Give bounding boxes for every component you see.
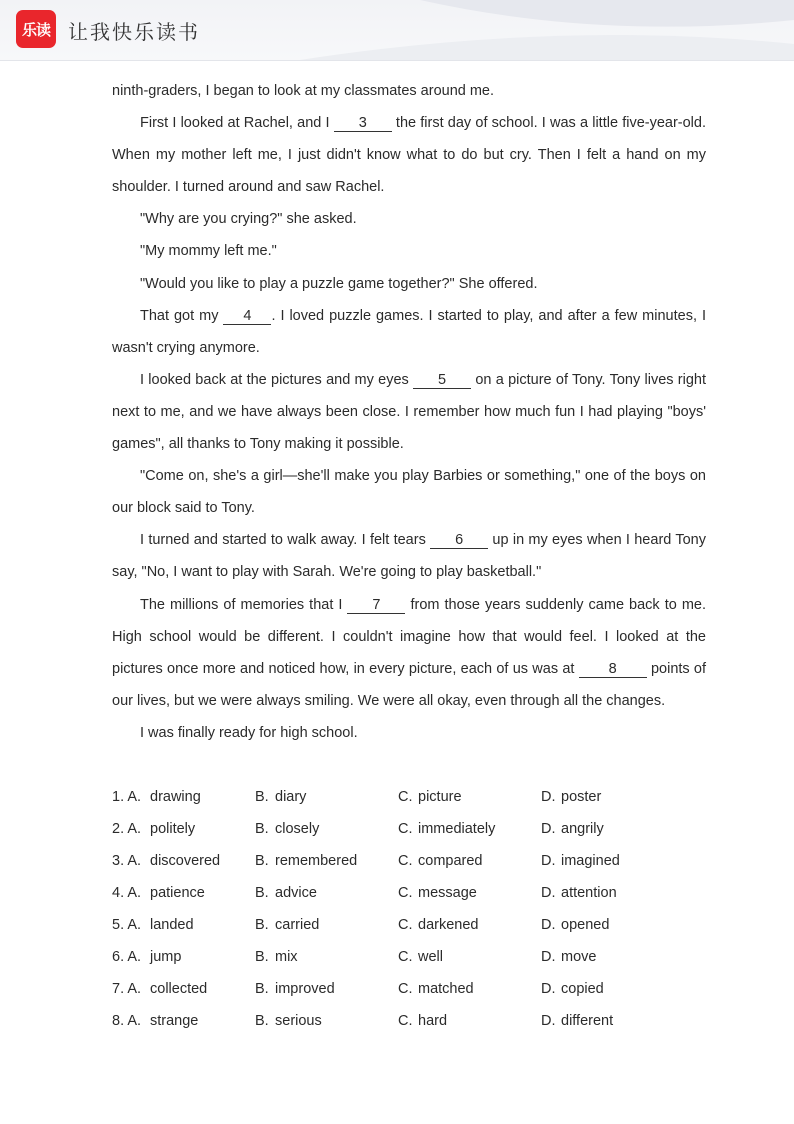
- option-letter: 7. A.: [112, 981, 142, 997]
- option-1-d[interactable]: [541, 781, 684, 813]
- option-6-b[interactable]: [255, 941, 398, 973]
- app-header: [0, 0, 794, 61]
- option-4-d[interactable]: [541, 877, 684, 909]
- option-3-c[interactable]: [398, 845, 541, 877]
- option-row-6: [112, 941, 684, 973]
- option-6-a[interactable]: [112, 941, 255, 973]
- option-letter: D.: [541, 821, 556, 837]
- paragraph: I was finally ready for high school.: [140, 724, 358, 741]
- option-text: poster: [561, 789, 602, 805]
- option-4-c[interactable]: [398, 877, 541, 909]
- option-text: jump: [150, 949, 182, 965]
- option-text: imagined: [561, 853, 620, 869]
- option-5-a[interactable]: [112, 909, 255, 941]
- option-text: matched: [418, 981, 474, 997]
- app-slogan: 让我快乐读书: [68, 22, 200, 44]
- answer-options: [112, 781, 684, 1037]
- option-text: advice: [275, 885, 317, 901]
- option-text: angrily: [561, 821, 604, 837]
- option-text: hard: [418, 1013, 448, 1029]
- option-letter: D.: [541, 981, 556, 997]
- option-letter: B.: [255, 821, 269, 837]
- option-text: attention: [561, 885, 617, 901]
- option-4-b[interactable]: [255, 877, 398, 909]
- option-letter: C.: [398, 917, 413, 933]
- option-letter: B.: [255, 789, 269, 805]
- option-7-b[interactable]: [255, 973, 398, 1005]
- option-text: different: [561, 1013, 614, 1029]
- option-text: opened: [561, 917, 610, 933]
- option-1-c[interactable]: [398, 781, 541, 813]
- paragraph: The millions of memories that I 7 from those years suddenly came back to me. High school would be different. I couldn't imagine how that would feel. I looked at the pictures once more and noticed how, in every picture, each of us was at 8 points of our lives, but we were always smiling. We were all okay, even through all the changes.: [112, 596, 707, 709]
- option-letter: D.: [541, 1013, 556, 1029]
- option-3-d[interactable]: [541, 845, 684, 877]
- option-text: improved: [275, 981, 335, 997]
- blank-7: 7: [347, 597, 405, 614]
- option-text: landed: [150, 917, 194, 933]
- option-letter: B.: [255, 917, 269, 933]
- option-letter: D.: [541, 949, 556, 965]
- option-text: strange: [150, 1013, 199, 1029]
- app-logo[interactable]: 乐读: [16, 10, 56, 48]
- option-letter: 6. A.: [112, 949, 142, 965]
- option-text: closely: [275, 821, 320, 837]
- option-letter: C.: [398, 821, 413, 837]
- option-letter: D.: [541, 917, 556, 933]
- option-letter: B.: [255, 853, 269, 869]
- option-text: move: [561, 949, 597, 965]
- option-letter: C.: [398, 981, 413, 997]
- option-text: patience: [150, 885, 205, 901]
- option-text: picture: [418, 789, 462, 805]
- option-text: darkened: [418, 917, 479, 933]
- option-7-d[interactable]: [541, 973, 684, 1005]
- paragraph: First I looked at Rachel, and I 3 the first day of school. I was a little five-year-old. When my mother left me, I just didn't know what to do but cry. Then I felt a hand on my shoulder. I turned around and saw Rachel.: [112, 115, 706, 196]
- option-2-a[interactable]: [112, 813, 255, 845]
- option-row-5: [112, 909, 684, 941]
- option-text: collected: [150, 981, 208, 997]
- passage: [112, 75, 706, 749]
- option-letter: B.: [255, 949, 269, 965]
- option-text: mix: [275, 949, 298, 965]
- paragraph: That got my 4 . I loved puzzle games. I started to play, and after a few minutes, I wasn't crying anymore.: [112, 307, 706, 356]
- option-8-b[interactable]: [255, 1005, 398, 1037]
- option-1-b[interactable]: [255, 781, 398, 813]
- option-text: compared: [418, 853, 483, 869]
- blank-6: 6: [430, 532, 488, 549]
- option-letter: C.: [398, 949, 413, 965]
- option-letter: C.: [398, 885, 413, 901]
- option-7-c[interactable]: [398, 973, 541, 1005]
- paragraph: "Why are you crying?" she asked.: [140, 211, 357, 228]
- option-letter: 3. A.: [112, 853, 142, 869]
- option-text: politely: [150, 821, 196, 837]
- option-6-c[interactable]: [398, 941, 541, 973]
- option-letter: B.: [255, 885, 269, 901]
- blank-5: 5: [413, 372, 471, 389]
- option-text: copied: [561, 981, 604, 997]
- option-text: serious: [275, 1013, 322, 1029]
- blank-8: 8: [579, 661, 647, 678]
- option-5-c[interactable]: [398, 909, 541, 941]
- option-2-b[interactable]: [255, 813, 398, 845]
- option-row-7: [112, 973, 684, 1005]
- option-7-a[interactable]: [112, 973, 255, 1005]
- option-letter: 5. A.: [112, 917, 142, 933]
- option-text: immediately: [418, 821, 496, 837]
- option-text: diary: [275, 789, 307, 805]
- option-4-a[interactable]: [112, 877, 255, 909]
- option-row-4: [112, 877, 684, 909]
- option-letter: 2. A.: [112, 821, 142, 837]
- option-text: discovered: [150, 853, 221, 869]
- option-text: remembered: [275, 853, 358, 869]
- option-row-3: [112, 845, 684, 877]
- option-text: message: [418, 885, 477, 901]
- blank-4: 4: [223, 308, 271, 325]
- option-row-1: [112, 781, 684, 813]
- option-letter: C.: [398, 1013, 413, 1029]
- paragraph: "My mommy left me.": [140, 243, 277, 260]
- option-5-b[interactable]: [255, 909, 398, 941]
- option-3-b[interactable]: [255, 845, 398, 877]
- option-letter: 4. A.: [112, 885, 142, 901]
- option-8-c[interactable]: [398, 1005, 541, 1037]
- option-5-d[interactable]: [541, 909, 684, 941]
- option-letter: 1. A.: [112, 789, 142, 805]
- option-letter: C.: [398, 789, 413, 805]
- option-row-2: [112, 813, 684, 845]
- blank-3: 3: [334, 115, 392, 132]
- paragraph: I turned and started to walk away. I felt tears 6 up in my eyes when I heard Tony say, "No, I want to play with Sarah. We're going to play basketball.": [112, 532, 706, 581]
- option-letter: 8. A.: [112, 1013, 142, 1029]
- option-letter: D.: [541, 789, 556, 805]
- option-6-d[interactable]: [541, 941, 684, 973]
- paragraph: I looked back at the pictures and my eyes 5 on a picture of Tony. Tony lives right next to me, and we have always been close. I remember how much fun I had playing "boys' games", all thanks to Tony making it possible.: [112, 371, 706, 453]
- paragraph: ninth-graders, I began to look at my classmates around me.: [112, 83, 495, 99]
- option-row-8: [112, 1005, 684, 1037]
- option-1-a[interactable]: [112, 781, 255, 813]
- option-8-a[interactable]: [112, 1005, 255, 1037]
- option-letter: D.: [541, 853, 556, 869]
- option-letter: B.: [255, 981, 269, 997]
- option-letter: C.: [398, 853, 413, 869]
- option-2-c[interactable]: [398, 813, 541, 845]
- paragraph: "Come on, she's a girl—she'll make you play Barbies or something," one of the boys on our block said to Tony.: [112, 468, 706, 517]
- option-text: drawing: [150, 789, 201, 805]
- option-8-d[interactable]: [541, 1005, 684, 1037]
- option-text: well: [418, 949, 443, 965]
- option-2-d[interactable]: [541, 813, 684, 845]
- paragraph: "Would you like to play a puzzle game together?" She offered.: [140, 275, 538, 292]
- option-text: carried: [275, 917, 320, 933]
- option-letter: B.: [255, 1013, 269, 1029]
- option-letter: D.: [541, 885, 556, 901]
- option-3-a[interactable]: [112, 845, 255, 877]
